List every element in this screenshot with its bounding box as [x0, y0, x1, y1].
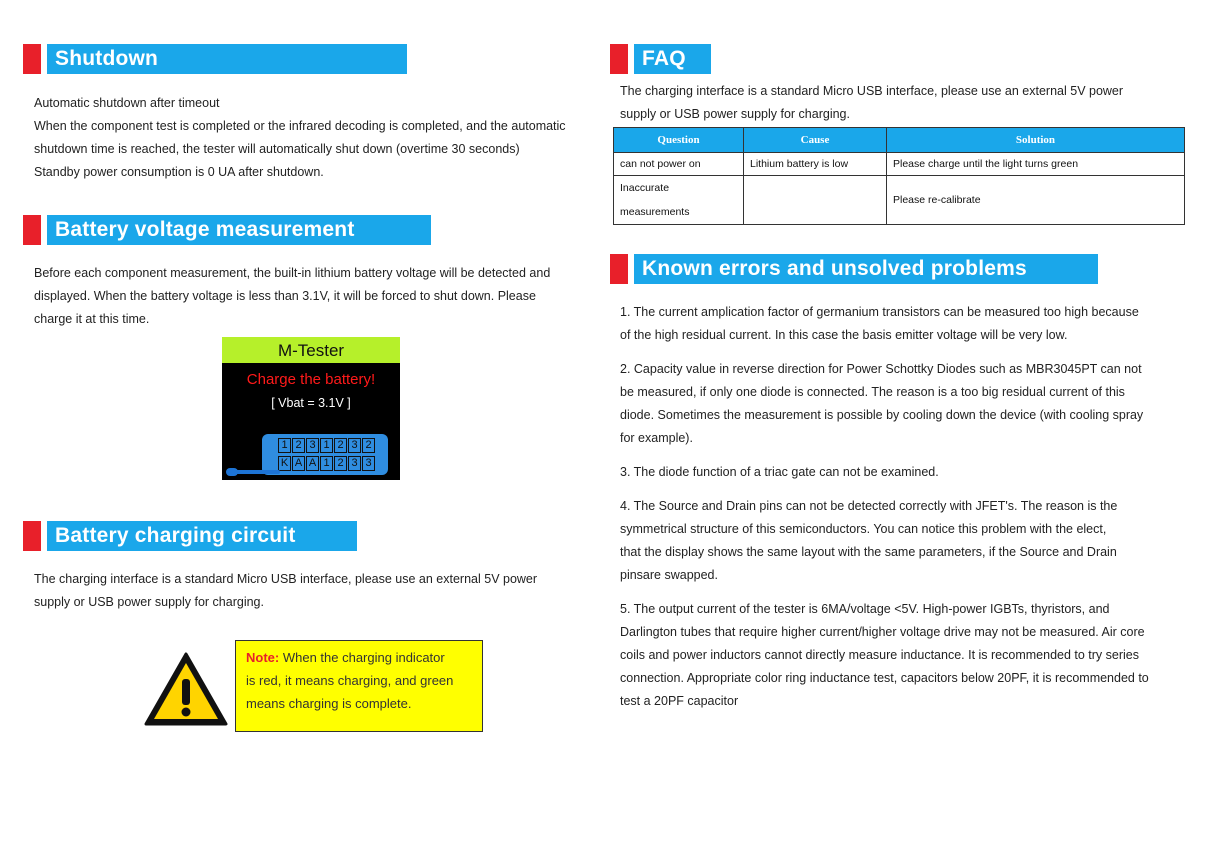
- list-item: [620, 358, 1190, 450]
- battery-voltage-heading: [23, 215, 431, 245]
- charging-line: supply or USB power supply for charging.: [34, 595, 264, 609]
- list-item: [620, 495, 1190, 587]
- item-line: 2. Capacity value in reverse direction for Power Schottky Diodes such as MBR3045PT can not: [620, 362, 1142, 376]
- battery-voltage-line: Before each component measurement, the built-in lithium battery voltage will be detected and: [34, 266, 551, 280]
- screen-title: M-Tester: [222, 337, 400, 363]
- item-line: Darlington tubes that require higher current/higher voltage drive may not be measured. Air core: [620, 625, 1145, 639]
- item-line: of the high residual current. In this case the basis emitter voltage will be very low.: [620, 328, 1068, 342]
- note-line: means charging is complete.: [246, 696, 412, 711]
- table-cell: [744, 176, 887, 225]
- shutdown-line: shutdown time is reached, the tester will automatically shut down (overtime 30 seconds): [34, 142, 520, 156]
- table-cell: can not power on: [614, 153, 744, 176]
- list-item: [620, 461, 1190, 484]
- charging-note: [235, 640, 483, 732]
- errors-list: [620, 301, 1190, 713]
- item-line: 3. The diode function of a triac gate can not be examined.: [620, 465, 939, 479]
- pin-cell: 1: [320, 438, 333, 453]
- battery-voltage-title: Battery voltage measurement: [47, 215, 431, 245]
- note-label: Note:: [246, 650, 280, 665]
- faq-line: The charging interface is a standard Micro USB interface, please use an external 5V power: [620, 84, 1124, 98]
- item-line: coils and power inductors cannot directly measure inductance. It is recommended to try series: [620, 648, 1139, 662]
- item-line: connection. Appropriate color ring inductance test, capacitors below 20PF, it is recommended to: [620, 671, 1149, 685]
- pin-cell: K: [278, 456, 291, 471]
- note-line: When the charging indicator: [282, 650, 445, 665]
- pin-cell: 3: [348, 456, 361, 471]
- pin-cell: 2: [362, 438, 375, 453]
- item-line: diode. Sometimes the measurement is possible by cooling down the device (with cooling spray: [620, 408, 1144, 422]
- cell-line: Inaccurate: [620, 182, 670, 194]
- pin-cell: 2: [334, 438, 347, 453]
- item-line: 4. The Source and Drain pins can not be detected correctly with JFET's. The reason is the: [620, 499, 1118, 513]
- item-line: 5. The output current of the tester is 6MA/voltage <5V. High-power IGBTs, thyristors, and: [620, 602, 1110, 616]
- device-screen: [222, 337, 400, 480]
- pin-cell: 3: [306, 438, 319, 453]
- table-cell: Lithium battery is low: [744, 153, 887, 176]
- shutdown-heading: [23, 44, 407, 74]
- column-header: Cause: [744, 128, 887, 153]
- item-line: for example).: [620, 431, 693, 445]
- probe-tip-icon: [226, 468, 238, 476]
- pin-cell: 2: [292, 438, 305, 453]
- shutdown-line: When the component test is completed or the infrared decoding is completed, and the automatic: [34, 119, 566, 133]
- heading-marker: [23, 521, 41, 551]
- heading-marker: [23, 215, 41, 245]
- column-header: Solution: [887, 128, 1185, 153]
- item-line: pinsare swapped.: [620, 568, 718, 582]
- faq-title: FAQ: [634, 44, 711, 74]
- charging-title: Battery charging circuit: [47, 521, 357, 551]
- warning-triangle-icon: [144, 651, 228, 727]
- faq-line: supply or USB power supply for charging.: [620, 107, 850, 121]
- item-line: test a 20PF capacitor: [620, 694, 739, 708]
- faq-text: [620, 80, 1123, 126]
- note-line: is red, it means charging, and green: [246, 673, 454, 688]
- faq-table: [613, 127, 1185, 225]
- item-line: symmetrical structure of this semiconductors. You can notice this problem with the elect,: [620, 522, 1107, 536]
- cell-line: measurements: [620, 206, 690, 218]
- pin-cell: 1: [278, 438, 291, 453]
- pin-cell: A: [306, 456, 319, 471]
- pin-cell: 1: [320, 456, 333, 471]
- heading-marker: [23, 44, 41, 74]
- item-line: that the display shows the same layout with the same parameters, if the Source and Drain: [620, 545, 1117, 559]
- item-line: be measured, if only one diode is connected. The reason is a too big residual current of this: [620, 385, 1125, 399]
- shutdown-line: Standby power consumption is 0 UA after shutdown.: [34, 165, 324, 179]
- table-cell: Please charge until the light turns green: [887, 153, 1185, 176]
- pin-cell: 3: [362, 456, 375, 471]
- screen-vbat: [ Vbat = 3.1V ]: [271, 396, 351, 410]
- battery-voltage-line: charge it at this time.: [34, 312, 150, 326]
- errors-heading: [610, 254, 1098, 284]
- pin-cell: 2: [334, 456, 347, 471]
- pin-row-numbers: [278, 438, 376, 453]
- table-row: [614, 176, 1185, 225]
- battery-voltage-text: [34, 262, 550, 331]
- column-header: Question: [614, 128, 744, 153]
- shutdown-text: [34, 92, 566, 184]
- list-item: [620, 301, 1190, 347]
- item-line: 1. The current amplication factor of germanium transistors can be measured too high because: [620, 305, 1139, 319]
- heading-marker: [610, 44, 628, 74]
- table-cell: Please re-calibrate: [887, 176, 1185, 225]
- screen-message: Charge the battery!: [246, 371, 376, 388]
- charging-heading: [23, 521, 357, 551]
- table-header-row: [614, 128, 1185, 153]
- heading-marker: [610, 254, 628, 284]
- faq-heading: [610, 44, 711, 74]
- table-row: [614, 153, 1185, 176]
- errors-title: Known errors and unsolved problems: [634, 254, 1098, 284]
- shutdown-line: Automatic shutdown after timeout: [34, 96, 220, 110]
- shutdown-title: Shutdown: [47, 44, 407, 74]
- pin-cell: 3: [348, 438, 361, 453]
- pin-row-labels: [278, 456, 376, 471]
- table-cell: [614, 176, 744, 225]
- screen-pin-panel: [262, 434, 388, 475]
- pin-cell: A: [292, 456, 305, 471]
- list-item: [620, 598, 1190, 713]
- charging-line: The charging interface is a standard Micro USB interface, please use an external 5V power: [34, 572, 538, 586]
- charging-text: [34, 568, 537, 614]
- battery-voltage-line: displayed. When the battery voltage is less than 3.1V, it will be forced to shut down. Please: [34, 289, 536, 303]
